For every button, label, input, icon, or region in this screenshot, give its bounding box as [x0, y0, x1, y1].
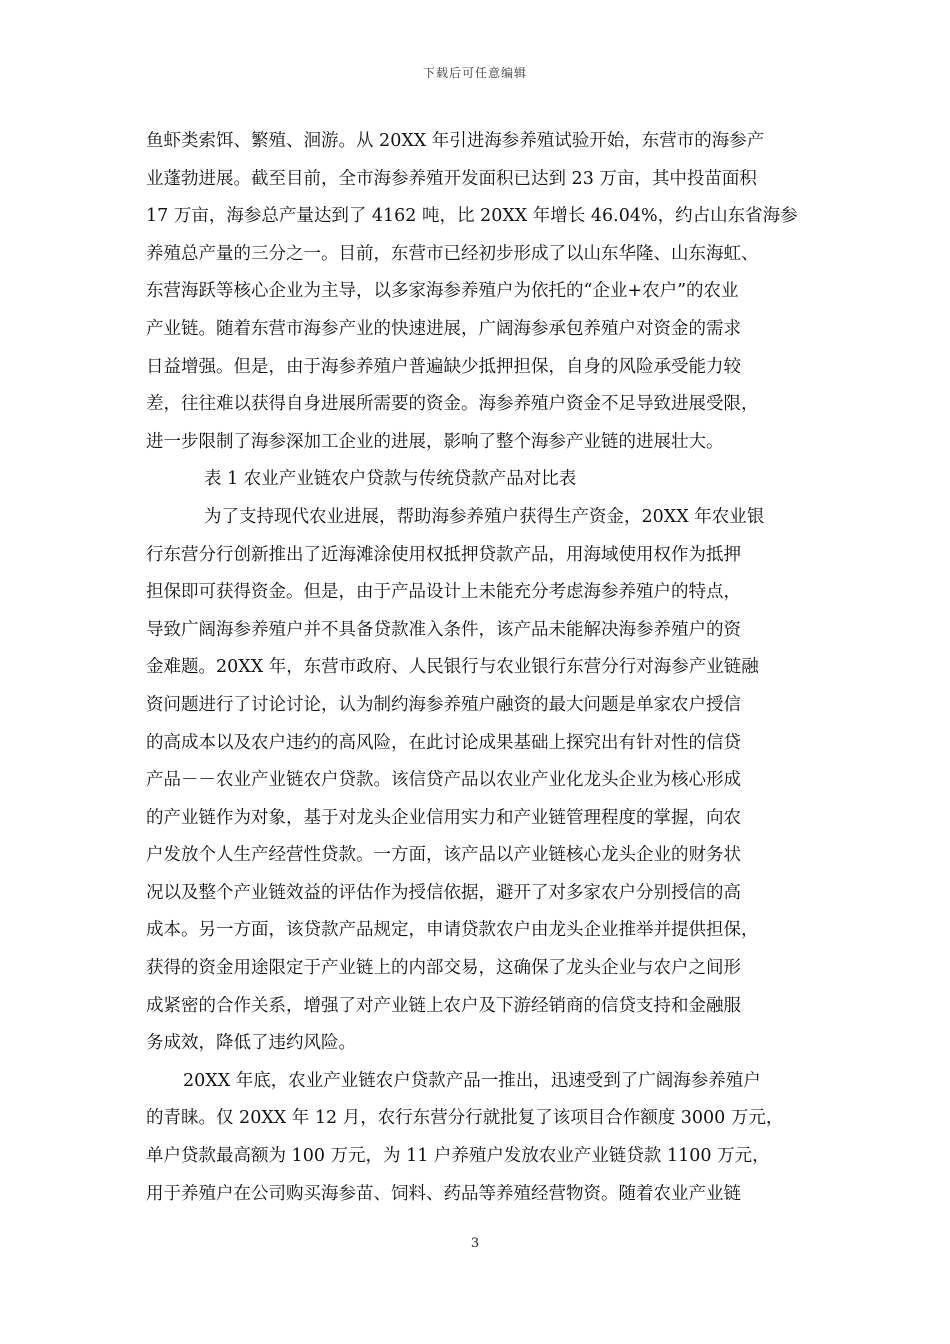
paragraph-line: 担保即可获得资金。但是，由于产品设计上未能充分考虑海参养殖户的特点，	[146, 582, 741, 603]
paragraph-line: 的产业链作为对象，基于对龙头企业信用实力和产业链管理程度的掌握，向农	[146, 807, 741, 828]
paragraph-line: 导致广阔海参养殖户并不具备贷款准入条件，该产品未能解决海参养殖户的资	[146, 619, 741, 640]
paragraph-line: 的青睐。仅 20XX 年 12 月，农行东营分行就批复了该项目合作额度 3000 万元，	[146, 1108, 784, 1129]
paragraph-line: 差，往往难以获得自身进展所需要的资金。海参养殖户资金不足导致进展受限，	[146, 394, 759, 415]
paragraph-line: 况以及整个产业链效益的评估作为授信依据，避开了对多家农户分别授信的高	[146, 882, 741, 903]
paragraph-line: 行东营分行创新推出了近海滩涂使用权抵押贷款产品，用海域使用权作为抵押	[146, 544, 741, 565]
paragraph-line: 成本。另一方面，该贷款产品规定，申请贷款农户由龙头企业推举并提供担保，	[146, 920, 759, 941]
paragraph-line: 产品－－农业产业链农户贷款。该信贷产品以农业产业化龙头企业为核心形成	[146, 770, 741, 791]
paragraph-line: 日益增强。但是，由于海参养殖户普遍缺少抵押担保，自身的风险承受能力较	[146, 356, 741, 377]
paragraph-line: 金难题。20XX 年，东营市政府、人民银行与农业银行东营分行对海参产业链融	[146, 657, 759, 678]
paragraph-line: 资问题进行了讨论讨论，认为制约海参养殖户融资的最大问题是单家农户授信	[146, 694, 741, 715]
paragraph-line: 东营海跃等核心企业为主导，以多家海参养殖户为依托的“企业+农户”的农业	[146, 281, 739, 302]
paragraph-line: 进一步限制了海参深加工企业的进展，影响了整个海参产业链的进展壮大。	[146, 431, 724, 452]
paragraph-line: 17 万亩，海参总产量达到了 4162 吨，比 20XX 年增长 46.04%，约占山东省海参	[146, 206, 798, 227]
document-body	[146, 123, 806, 1213]
paragraph-line: 产业链。随着东营市海参产业的快速进展，广阔海参承包养殖户对资金的需求	[146, 318, 741, 339]
paragraph-line: 单户贷款最高额为 100 万元，为 11 户养殖户发放农业产业链贷款 1100 万元，	[146, 1146, 770, 1167]
paragraph-line: 鱼虾类索饵、繁殖、洄游。从 20XX 年引进海参养殖试验开始，东营市的海参产	[146, 131, 765, 151]
paragraph-line: 为了支持现代农业进展，帮助海参养殖户获得生产资金，20XX 年农业银	[204, 506, 765, 527]
paragraph-line: 用于养殖户在公司购买海参苗、饲料、药品等养殖经营物资。随着农业产业链	[146, 1183, 741, 1204]
paragraph-line: 养殖总产量的三分之一。目前，东营市已经初步形成了以山东华隆、山东海虹、	[146, 243, 759, 264]
paragraph-line: 的高成本以及农户违约的高风险，在此讨论成果基础上探究出有针对性的信贷	[146, 732, 741, 753]
paragraph-line: 务成效，降低了违约风险。	[146, 1033, 356, 1054]
paragraph-line: 成紧密的合作关系，增强了对产业链上农户及下游经销商的信贷支持和金融服	[146, 995, 741, 1016]
paragraph-line: 20XX 年底，农业产业链农户贷款产品一推出，迅速受到了广阔海参养殖户	[183, 1070, 761, 1091]
table-caption: 表 1 农业产业链农户贷款与传统贷款产品对比表	[204, 469, 577, 490]
page-header: 下载后可任意编辑	[422, 66, 527, 80]
paragraph-line: 业蓬勃进展。截至目前，全市海参养殖开发面积已达到 23 万亩，其中投苗面积	[146, 168, 757, 189]
paragraph-line: 获得的资金用途限定于产业链上的内部交易，这确保了龙头企业与农户之间形	[146, 958, 741, 979]
page-number: 3	[470, 1236, 480, 1251]
paragraph-line: 户发放个人生产经营性贷款。一方面，该产品以产业链核心龙头企业的财务状	[146, 845, 741, 866]
